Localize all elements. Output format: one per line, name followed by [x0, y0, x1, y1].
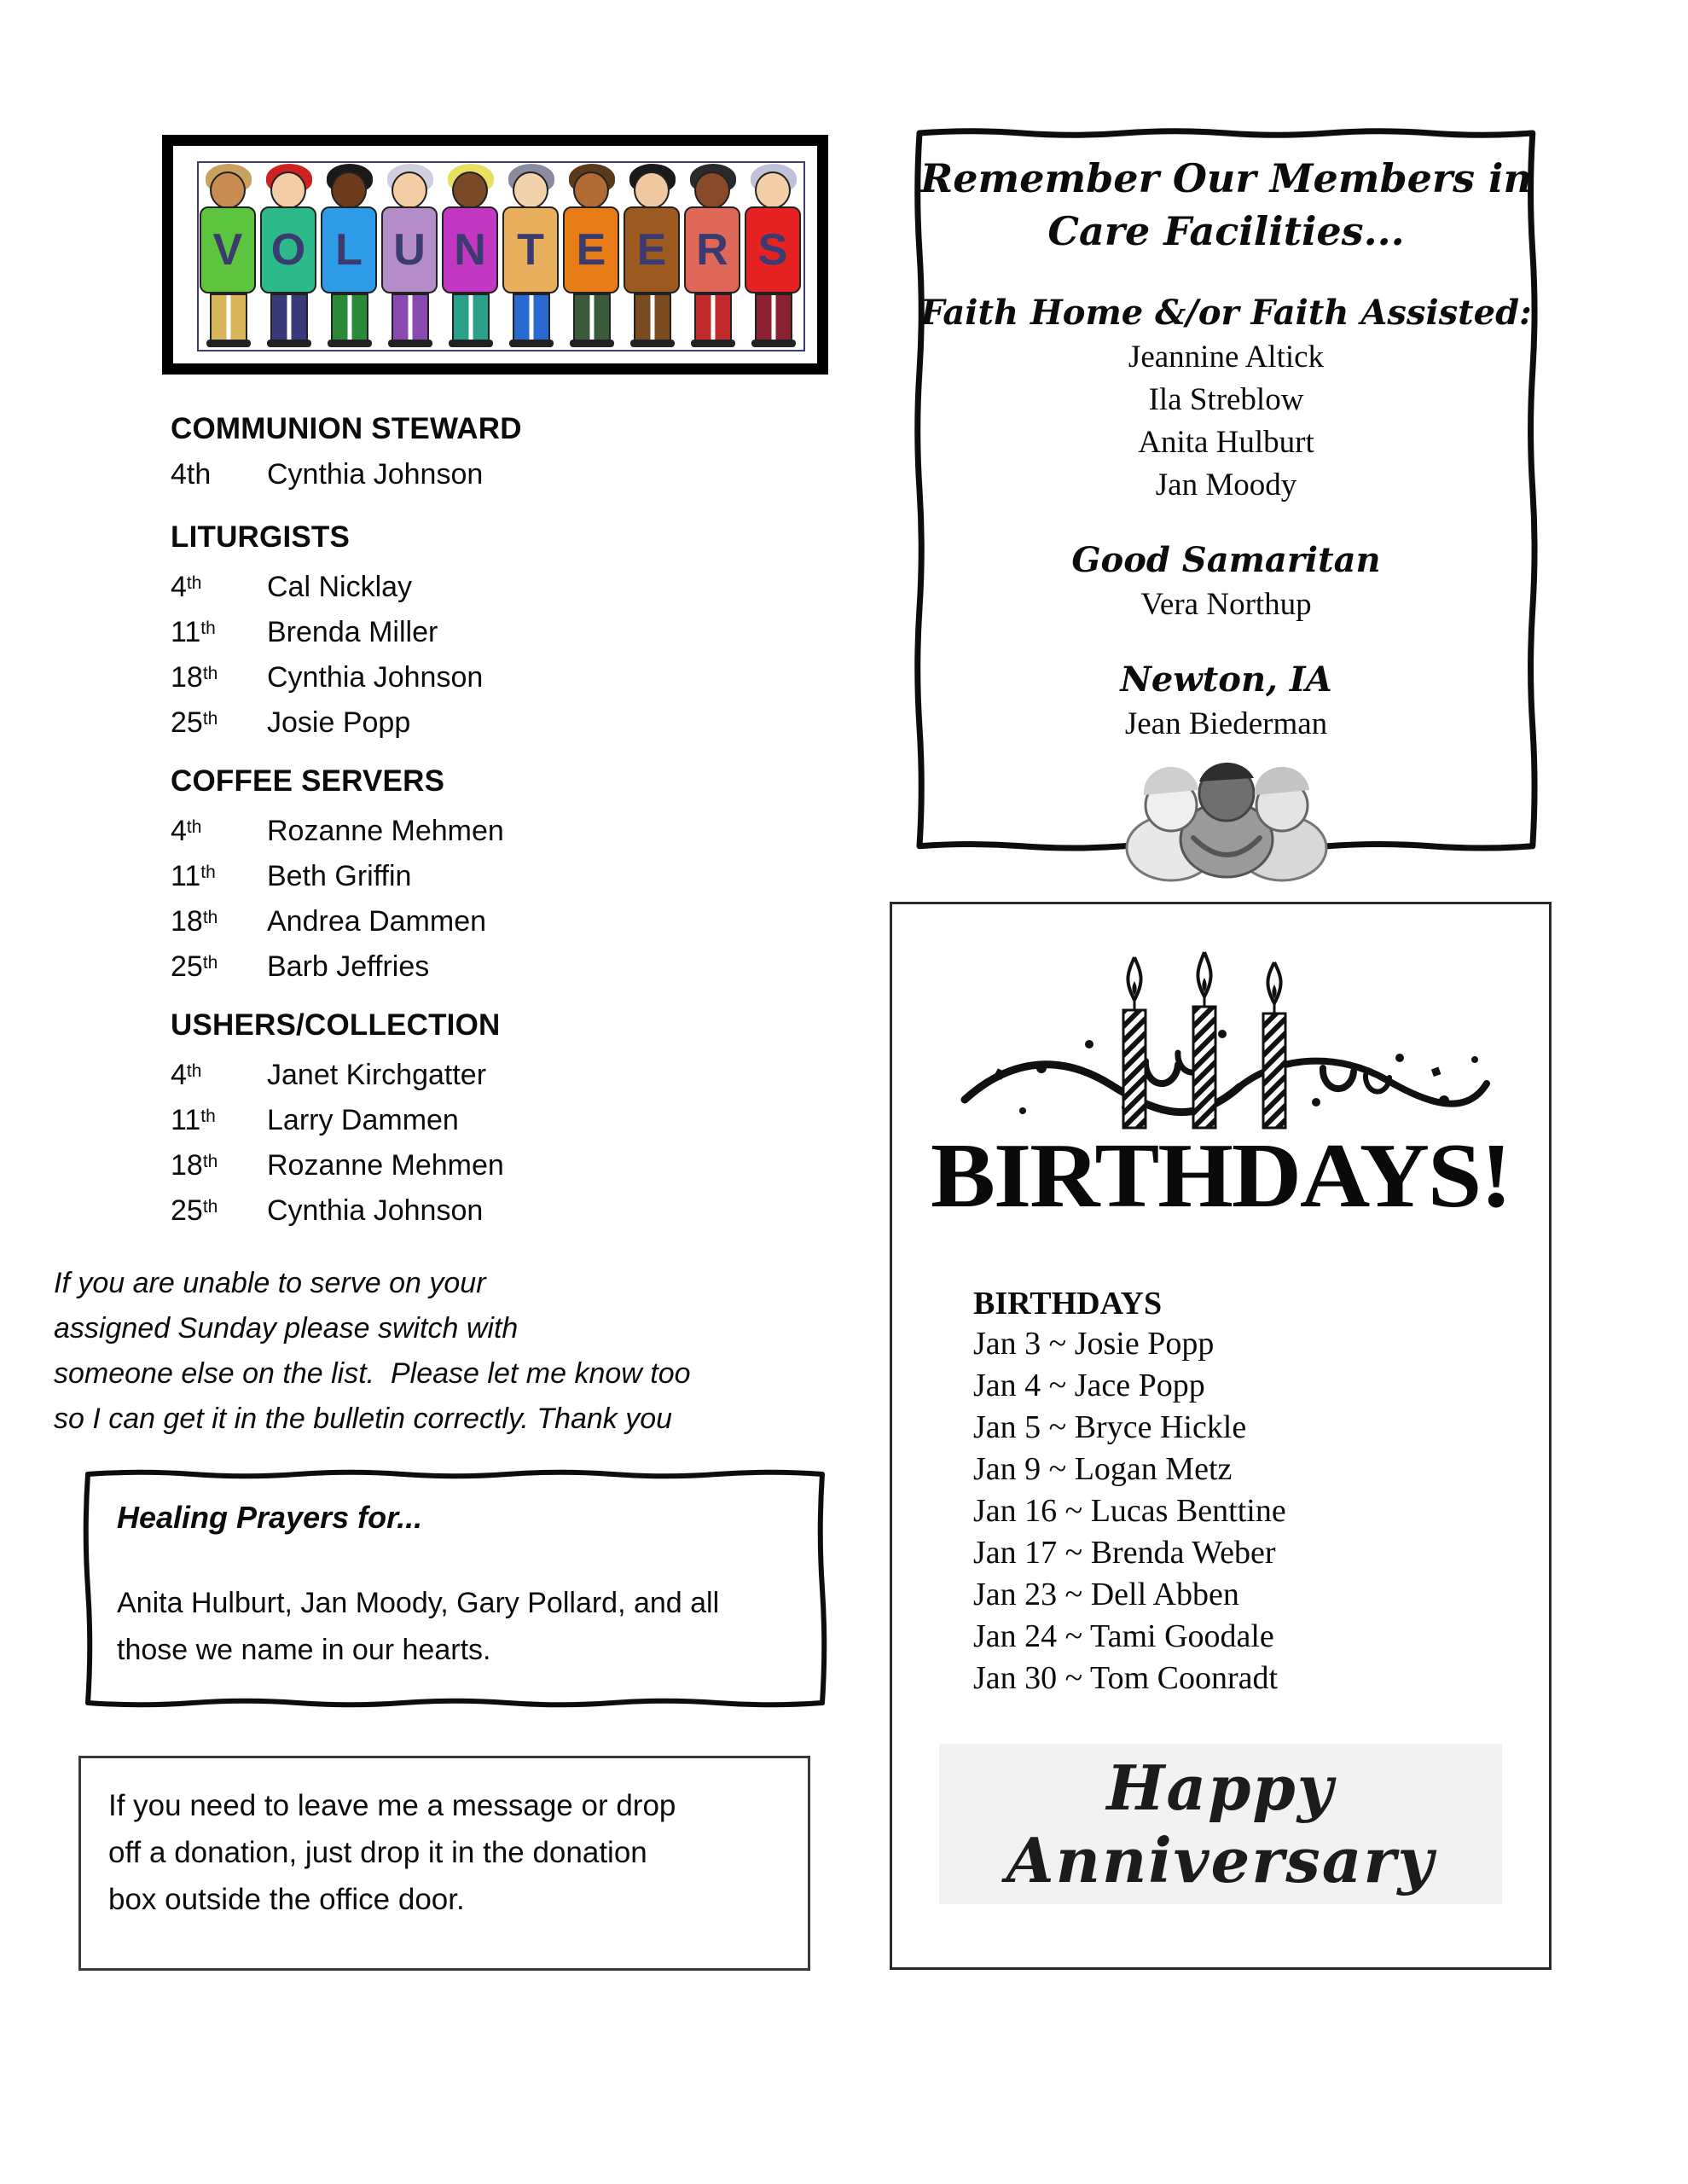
switch-notice-line: assigned Sunday please switch with: [54, 1312, 519, 1345]
shirt-shape: [684, 206, 740, 293]
care-facilities-title-line: Care Facilities...: [1047, 208, 1405, 254]
switch-notice: [54, 1261, 873, 1442]
care-resident-name: Jan Moody: [1155, 468, 1297, 502]
shirt-shape: [502, 206, 559, 293]
head-shape: [210, 171, 246, 209]
roster-row: [171, 850, 751, 895]
volunteers-clipart: [162, 135, 828, 375]
shoes-shape: [570, 340, 614, 347]
roster-day: 4th: [171, 458, 212, 491]
head-shape: [452, 171, 488, 209]
shirt-letter: L: [335, 225, 363, 275]
care-group-names: [914, 337, 1538, 505]
birthdays-list-title: BIRTHDAYS: [973, 1286, 1163, 1321]
roster-section-title: COFFEE SERVERS: [171, 764, 445, 798]
birthdays-box: [890, 902, 1552, 1970]
shirt-letter: R: [696, 225, 728, 275]
roster-row: [171, 1048, 751, 1094]
roster-name: Cynthia Johnson: [267, 661, 484, 694]
streamer-swirls: [965, 1053, 1487, 1112]
roster-name: Barb Jeffries: [267, 950, 430, 983]
happy-anniversary-image: [939, 1744, 1502, 1904]
shoes-shape: [630, 340, 675, 347]
pants-shape: [331, 293, 368, 341]
roster-day-ordinal: th: [202, 1152, 218, 1171]
volunteer-roster: [171, 412, 751, 1252]
roster-day: 25th: [171, 950, 218, 983]
roster-day-ordinal: th: [200, 619, 216, 638]
shirt-shape: [442, 206, 498, 293]
volunteer-figure: [502, 164, 561, 350]
roster-day-ordinal: th: [200, 1107, 216, 1126]
volunteer-figure: [562, 164, 622, 350]
switch-notice-line: If you are unable to serve on your: [54, 1267, 486, 1299]
birthday-item: Jan 17 ~ Brenda Weber: [973, 1535, 1276, 1571]
roster-day-ordinal: th: [202, 664, 218, 683]
volunteer-figure: [441, 164, 501, 350]
care-facilities-box: [914, 128, 1538, 851]
roster-name: Rozanne Mehmen: [267, 815, 504, 847]
care-facility-group: [914, 659, 1538, 744]
volunteer-figure: [259, 164, 319, 350]
care-resident-name: Jean Biederman: [1124, 706, 1328, 741]
pants-shape: [392, 293, 429, 341]
shirt-letter: V: [212, 225, 243, 275]
birthdays-list-items: [973, 1323, 1502, 1699]
volunteer-figure: [744, 164, 803, 350]
pants-shape: [270, 293, 308, 341]
roster-day-ordinal: th: [202, 709, 218, 729]
roster-section: [171, 412, 751, 497]
volunteers-clipart-inner-frame: [197, 161, 805, 351]
shirt-shape: [624, 206, 680, 293]
roster-row: [171, 804, 751, 850]
pants-shape: [573, 293, 611, 341]
confetti-dots: [994, 1030, 1478, 1114]
roster-day-ordinal: th: [186, 817, 202, 837]
roster-row: [171, 561, 751, 606]
care-resident-name: Anita Hulburt: [1138, 425, 1314, 460]
head-shape: [392, 171, 427, 209]
shoes-shape: [691, 340, 735, 347]
healing-prayers-box: [83, 1469, 827, 1708]
care-group-heading: Good Samaritan: [1071, 540, 1381, 580]
roster-day: 4th: [171, 571, 202, 603]
volunteer-figure: [623, 164, 682, 350]
birthdays-list: [973, 1284, 1502, 1699]
roster-name: Cynthia Johnson: [267, 1194, 484, 1227]
roster-day: 25th: [171, 1194, 218, 1227]
roster-section-title: LITURGISTS: [171, 520, 351, 554]
volunteer-figure: [199, 164, 258, 350]
birthday-item: Jan 23 ~ Dell Abben: [973, 1577, 1239, 1612]
volunteer-figure: [320, 164, 380, 350]
roster-row: [171, 452, 751, 497]
care-group-names: [914, 584, 1538, 624]
roster-row: [171, 696, 751, 741]
roster-day-ordinal: th: [200, 863, 216, 882]
roster-day: 4th: [171, 815, 202, 847]
shirt-letter: U: [393, 225, 426, 275]
roster-day: 18th: [171, 1149, 218, 1182]
care-facility-group: [914, 539, 1538, 624]
shirt-letter: N: [454, 225, 486, 275]
shoes-shape: [206, 340, 251, 347]
care-resident-name: Jeannine Altick: [1128, 340, 1325, 375]
shoes-shape: [388, 340, 432, 347]
volunteers-people-row: [199, 163, 803, 350]
care-resident-name: Ila Streblow: [1148, 382, 1304, 417]
roster-day: 11th: [171, 860, 216, 892]
roster-day-ordinal: th: [202, 1197, 218, 1217]
care-facilities-groups: [914, 292, 1538, 744]
roster-row: [171, 606, 751, 651]
roster-day: 11th: [171, 616, 216, 648]
donation-message-text: [81, 1758, 808, 1923]
birthday-item: Jan 24 ~ Tami Goodale: [973, 1618, 1274, 1654]
head-shape: [513, 171, 548, 209]
healing-prayers-line: Anita Hulburt, Jan Moody, Gary Pollard, and all: [117, 1587, 720, 1619]
roster-section: [171, 764, 751, 985]
switch-notice-line: so I can get it in the bulletin correctly. Thank you: [54, 1403, 673, 1435]
care-group-heading: Newton, IA: [1120, 659, 1332, 700]
head-shape: [694, 171, 730, 209]
birthday-item: Jan 16 ~ Lucas Benttine: [973, 1493, 1286, 1529]
roster-row: [171, 1139, 751, 1184]
roster-day-ordinal: th: [186, 573, 202, 593]
head-shape: [755, 171, 791, 209]
birthday-item: Jan 4 ~ Jace Popp: [973, 1368, 1205, 1403]
healing-prayers-body: [117, 1580, 802, 1674]
volunteer-figure: [380, 164, 440, 350]
roster-day: 4th: [171, 1059, 202, 1091]
birthday-item: Jan 30 ~ Tom Coonradt: [973, 1660, 1279, 1696]
care-facilities-content: [914, 128, 1538, 888]
roster-name: Cynthia Johnson: [267, 458, 484, 491]
roster-name: Cal Nicklay: [267, 571, 413, 603]
shirt-letter: T: [517, 225, 544, 275]
head-shape: [634, 171, 670, 209]
shoes-shape: [751, 340, 796, 347]
head-shape: [270, 171, 306, 209]
healing-prayers-line: those we name in our hearts.: [117, 1634, 491, 1666]
roster-name: Josie Popp: [267, 706, 411, 739]
roster-name: Rozanne Mehmen: [267, 1149, 504, 1182]
roster-day: 18th: [171, 905, 218, 938]
shoes-shape: [267, 340, 311, 347]
care-resident-name: Vera Northup: [1140, 587, 1312, 622]
birthday-item: Jan 9 ~ Logan Metz: [973, 1451, 1233, 1487]
donation-message-box: [78, 1756, 810, 1971]
birthday-item: Jan 3 ~ Josie Popp: [973, 1326, 1215, 1362]
head-shape: [573, 171, 609, 209]
care-group-heading: Faith Home &/or Faith Assisted:: [920, 293, 1532, 333]
pants-shape: [755, 293, 792, 341]
roster-day: 11th: [171, 1104, 216, 1136]
roster-name: Brenda Miller: [267, 616, 438, 648]
shirt-shape: [260, 206, 316, 293]
care-facility-group: [914, 292, 1538, 505]
pants-shape: [694, 293, 732, 341]
happy-anniversary-text: Happy Anniversary: [1006, 1751, 1436, 1896]
pants-shape: [452, 293, 490, 341]
roster-section: [171, 1008, 751, 1229]
donation-message-line: If you need to leave me a message or drop: [108, 1789, 676, 1822]
switch-notice-line: someone else on the list. Please let me know too: [54, 1357, 691, 1390]
shirt-letter: E: [636, 225, 667, 275]
shirt-letter: S: [757, 225, 788, 275]
roster-name: Beth Griffin: [267, 860, 412, 892]
care-facilities-title: [914, 152, 1538, 258]
healing-prayers-title: Healing Prayers for...: [117, 1500, 423, 1535]
donation-message-line: off a donation, just drop it in the donation: [108, 1836, 647, 1869]
roster-row: [171, 651, 751, 696]
head-shape: [331, 171, 367, 209]
roster-day: 18th: [171, 661, 218, 694]
roster-section: [171, 520, 751, 741]
roster-row: [171, 895, 751, 940]
birthdays-clipart-text: BIRTHDAYS!: [931, 1125, 1511, 1225]
roster-day-ordinal: th: [202, 953, 218, 973]
roster-row: [171, 940, 751, 985]
roster-day-ordinal: th: [186, 1061, 202, 1081]
shirt-shape: [745, 206, 801, 293]
care-facilities-title-line: Remember Our Members in: [920, 155, 1532, 201]
pants-shape: [210, 293, 247, 341]
shirt-letter: O: [270, 225, 306, 275]
shirt-shape: [381, 206, 438, 293]
shirt-shape: [200, 206, 256, 293]
birthday-item: Jan 5 ~ Bryce Hickle: [973, 1409, 1247, 1445]
roster-row: [171, 1184, 751, 1229]
roster-section-title: COMMUNION STEWARD: [171, 412, 522, 445]
pants-shape: [634, 293, 671, 341]
volunteer-figure: [683, 164, 743, 350]
birthdays-clipart: [892, 925, 1549, 1229]
shirt-shape: [321, 206, 377, 293]
pants-shape: [513, 293, 550, 341]
roster-name: Andrea Dammen: [267, 905, 487, 938]
care-group-names: [914, 704, 1538, 744]
roster-name: Larry Dammen: [267, 1104, 459, 1136]
caregivers-image: [914, 756, 1538, 888]
roster-section-title: USHERS/COLLECTION: [171, 1008, 501, 1042]
shirt-letter: E: [576, 225, 606, 275]
roster-row: [171, 1094, 751, 1139]
shoes-shape: [449, 340, 493, 347]
shoes-shape: [328, 340, 372, 347]
donation-message-line: box outside the office door.: [108, 1883, 465, 1916]
roster-day-ordinal: th: [202, 908, 218, 927]
shirt-shape: [563, 206, 619, 293]
roster-day: 25th: [171, 706, 218, 739]
roster-name: Janet Kirchgatter: [267, 1059, 487, 1091]
healing-prayers-content: [83, 1469, 827, 1674]
shoes-shape: [509, 340, 554, 347]
